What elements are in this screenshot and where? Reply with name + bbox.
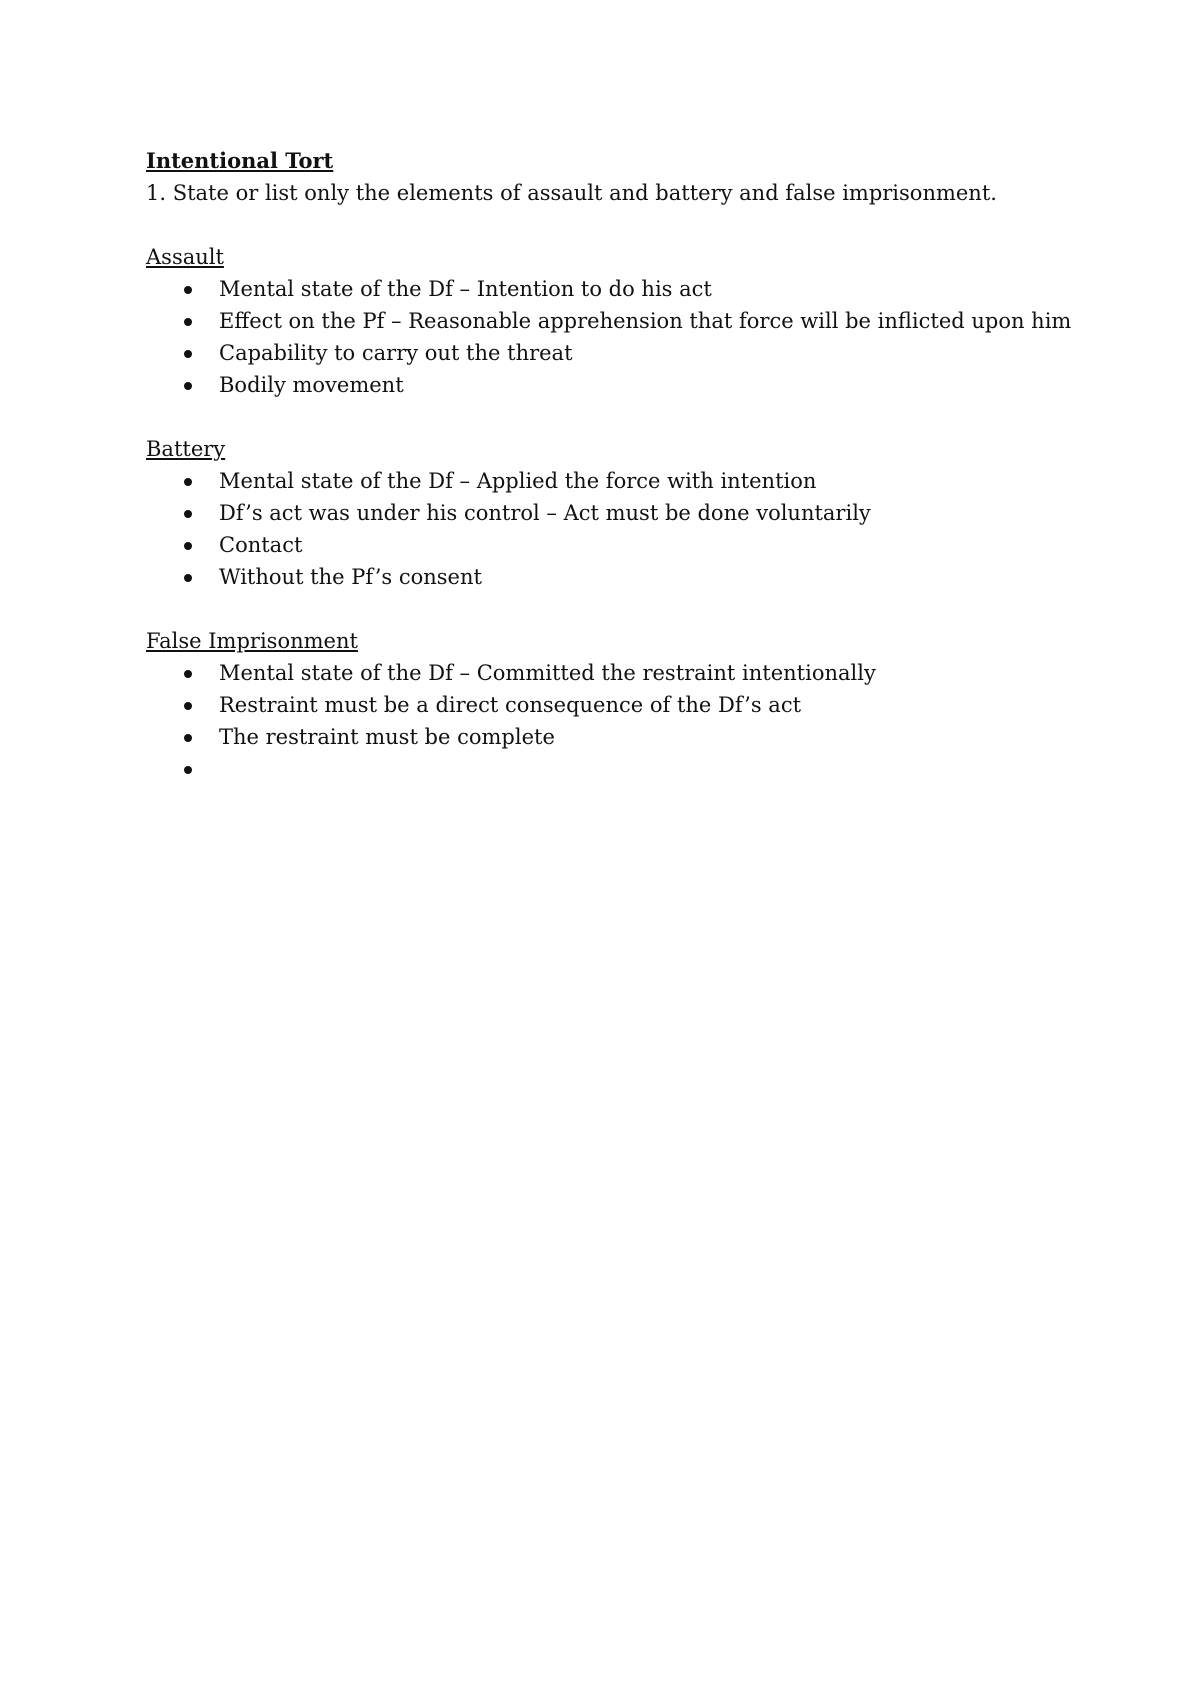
bullet-list xyxy=(146,657,1106,785)
list-item xyxy=(146,561,1106,593)
bullet-icon xyxy=(184,286,192,294)
list-item xyxy=(146,465,1106,497)
section-heading: False Imprisonment xyxy=(146,629,358,653)
list-item-text: Mental state of the Df – Intention to do his act xyxy=(219,277,712,301)
bullet-list xyxy=(146,273,1106,401)
section-heading: Assault xyxy=(146,245,224,269)
section-false-imprisonment xyxy=(146,625,1106,785)
list-item-text: Capability to carry out the threat xyxy=(219,341,573,365)
section-battery xyxy=(146,433,1106,593)
bullet-icon xyxy=(184,542,192,550)
bullet-icon xyxy=(184,702,192,710)
list-item xyxy=(146,721,1106,753)
list-item xyxy=(146,273,1106,305)
list-item-text: Without the Pf’s consent xyxy=(219,565,482,589)
list-item-text: Restraint must be a direct consequence of the Df’s act xyxy=(219,693,802,717)
bullet-icon xyxy=(184,574,192,582)
bullet-icon xyxy=(184,382,192,390)
list-item-text: The restraint must be complete xyxy=(219,725,555,749)
list-item xyxy=(146,689,1106,721)
list-item xyxy=(146,497,1106,529)
list-item-text: Contact xyxy=(219,533,303,557)
bullet-icon xyxy=(184,734,192,742)
section-heading: Battery xyxy=(146,437,226,461)
bullet-icon xyxy=(184,510,192,518)
list-item-text: Mental state of the Df – Applied the force with intention xyxy=(219,469,817,493)
bullet-icon xyxy=(184,670,192,678)
bullet-icon xyxy=(184,350,192,358)
list-item xyxy=(146,337,1106,369)
list-item xyxy=(146,529,1106,561)
list-item xyxy=(146,753,1106,785)
document-body xyxy=(146,145,1106,817)
list-item-text: Df’s act was under his control – Act must be done voluntarily xyxy=(219,501,871,525)
list-item xyxy=(146,657,1106,689)
bullet-list xyxy=(146,465,1106,593)
bullet-icon xyxy=(184,478,192,486)
bullet-icon xyxy=(184,766,192,774)
list-item-text: Bodily movement xyxy=(219,373,404,397)
question-text: 1. State or list only the elements of assault and battery and false imprisonment. xyxy=(146,181,997,205)
section-assault xyxy=(146,241,1106,401)
list-item xyxy=(146,305,1106,337)
list-item-text: Mental state of the Df – Committed the restraint intentionally xyxy=(219,661,876,685)
list-item-text: Effect on the Pf – Reasonable apprehension that force will be inflicted upon him xyxy=(219,309,1072,333)
document-title: Intentional Tort xyxy=(146,148,334,173)
bullet-icon xyxy=(184,318,192,326)
list-item xyxy=(146,369,1106,401)
